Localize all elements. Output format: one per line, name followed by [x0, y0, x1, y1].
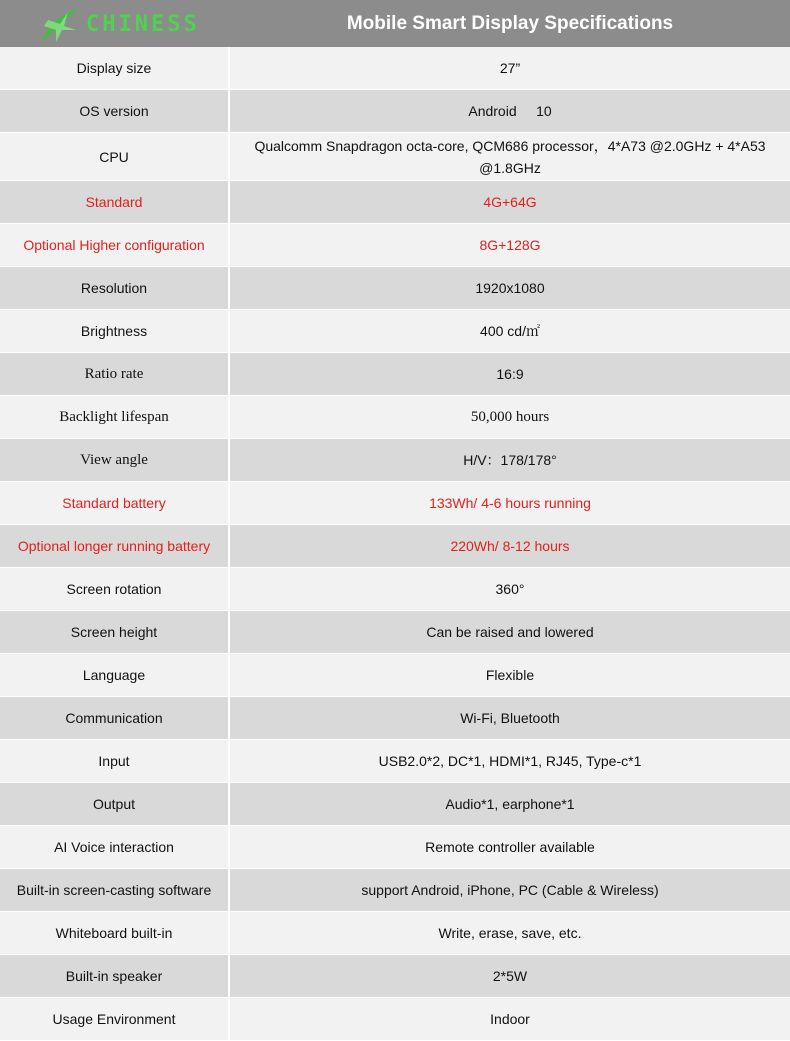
spec-value: 16:9	[496, 366, 524, 382]
spec-label: Output	[0, 783, 230, 825]
spec-value: 400 cd/㎡	[480, 323, 540, 339]
spec-label: Display size	[0, 47, 230, 89]
spec-label: Communication	[0, 697, 230, 739]
spec-value: Qualcomm Snapdragon octa-core, QCM686 processor，4*A73 @2.0GHz + 4*A53 @1.8GHz	[254, 137, 766, 176]
table-row	[0, 133, 790, 181]
spec-label: Optional longer running battery	[0, 525, 230, 567]
table-row	[0, 912, 790, 955]
spec-value: 133Wh/ 4-6 hours running	[429, 495, 591, 511]
spec-label: View angle	[0, 439, 230, 481]
header-bar	[0, 0, 790, 47]
spec-value: Indoor	[490, 1011, 530, 1027]
spec-value: 8G+128G	[479, 237, 541, 253]
table-row	[0, 654, 790, 697]
spec-value: USB2.0*2, DC*1, HDMI*1, RJ45, Type-c*1	[378, 753, 642, 769]
spec-value: support Android, iPhone, PC (Cable & Wireless)	[361, 882, 659, 898]
spec-value: Wi-Fi, Bluetooth	[460, 710, 560, 726]
table-row	[0, 47, 790, 90]
spec-label: Screen height	[0, 611, 230, 653]
table-row	[0, 740, 790, 783]
brand-logo	[38, 4, 228, 44]
table-row	[0, 869, 790, 912]
table-row	[0, 955, 790, 998]
spec-label: Usage Environment	[0, 998, 230, 1040]
table-row	[0, 353, 790, 396]
spec-value: Audio*1, earphone*1	[445, 796, 575, 812]
spec-label: Brightness	[0, 310, 230, 352]
table-row	[0, 310, 790, 353]
spec-label: Backlight lifespan	[0, 396, 230, 438]
spec-label: Ratio rate	[0, 353, 230, 395]
spec-label: AI Voice interaction	[0, 826, 230, 868]
spec-value: Write, erase, save, etc.	[438, 925, 582, 941]
table-row	[0, 611, 790, 654]
spec-value: 50,000 hours	[470, 409, 550, 425]
spec-label: CPU	[0, 133, 230, 180]
table-row	[0, 482, 790, 525]
table-row	[0, 697, 790, 740]
leaf-star-logo-icon	[38, 4, 82, 44]
spec-value: H/V：178/178°	[463, 452, 557, 468]
table-row	[0, 998, 790, 1041]
table-row	[0, 568, 790, 611]
logo-text: CHINESS	[86, 11, 200, 37]
table-row	[0, 181, 790, 224]
spec-value: Android 10	[468, 103, 552, 119]
spec-value: 27”	[499, 60, 521, 76]
spec-label: Language	[0, 654, 230, 696]
table-row	[0, 224, 790, 267]
spec-value: 4G+64G	[483, 194, 537, 210]
table-row	[0, 396, 790, 439]
table-row	[0, 826, 790, 869]
spec-value: Remote controller available	[425, 839, 595, 855]
table-row	[0, 267, 790, 310]
table-row	[0, 525, 790, 568]
spec-value: 1920x1080	[475, 280, 545, 296]
spec-label: Built-in speaker	[0, 955, 230, 997]
page-title: Mobile Smart Display Specifications	[346, 12, 674, 34]
table-row	[0, 439, 790, 482]
spec-value: Flexible	[485, 667, 535, 683]
spec-value: 2*5W	[492, 968, 528, 984]
spec-label: Input	[0, 740, 230, 782]
spec-value: 220Wh/ 8-12 hours	[450, 538, 570, 554]
spec-value: 360°	[495, 581, 525, 597]
spec-label: OS version	[0, 90, 230, 132]
spec-table	[0, 47, 790, 1041]
spec-label: Whiteboard built-in	[0, 912, 230, 954]
spec-label: Resolution	[0, 267, 230, 309]
spec-label: Standard battery	[0, 482, 230, 524]
spec-label: Screen rotation	[0, 568, 230, 610]
table-row	[0, 783, 790, 826]
spec-label: Built-in screen-casting software	[0, 869, 230, 911]
spec-label: Optional Higher configuration	[0, 224, 230, 266]
table-row	[0, 90, 790, 133]
spec-label: Standard	[0, 181, 230, 223]
spec-value: Can be raised and lowered	[426, 624, 594, 640]
